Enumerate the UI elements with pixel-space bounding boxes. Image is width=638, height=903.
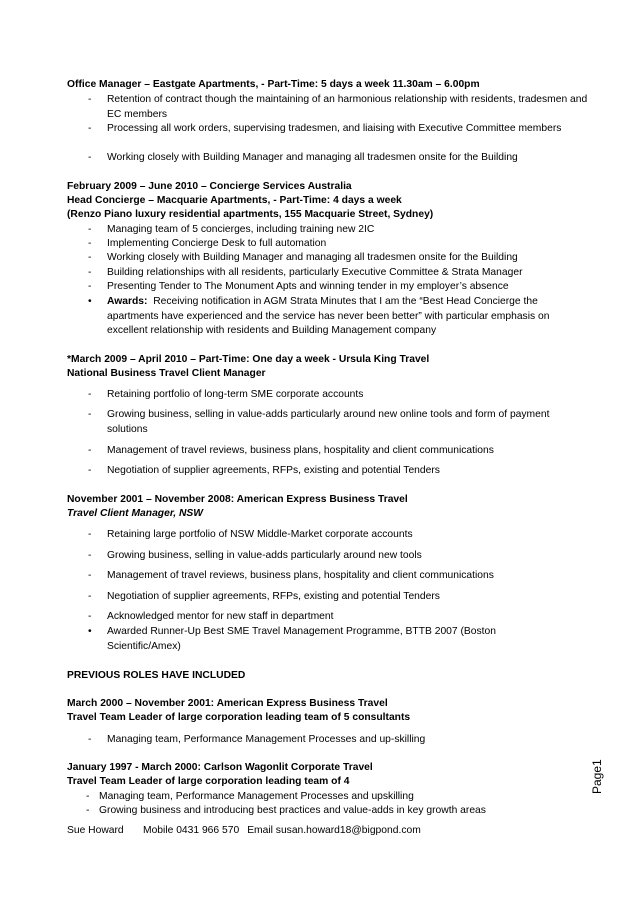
page-footer [67,824,421,838]
dash-marker: - [88,465,92,476]
job-title-heading: Head Concierge – Macquarie Apartments, - Part-Time: 4 days a week [67,195,402,206]
list-item [88,444,588,459]
list-item-text: Negotiation of supplier agreements, RFPs, existing and potential Tenders [107,591,440,602]
job-heading: Office Manager – Eastgate Apartments, - Part-Time: 5 days a week 11.30am – 6.00pm [67,79,480,90]
list-item-text: Growing business, selling in value-adds particularly around new tools [107,550,422,561]
bullet-marker: • [88,626,92,637]
dash-marker: - [88,445,92,456]
list-item [88,464,588,479]
list-item [88,266,588,281]
list-item-text: Working closely with Building Manager and managing all tradesmen onsite for the Building [107,152,518,163]
footer-mobile: Mobile 0431 966 570 [143,825,240,836]
list-item [88,151,588,166]
list-item-text: Managing team, Performance Management Processes and upskilling [99,791,414,802]
list-item-text: Management of travel reviews, business plans, hospitality and client communications [107,570,494,581]
job-heading: November 2001 – November 2008: American Express Business Travel [67,494,408,505]
list-item-text: Retention of contract though the maintaining of an harmonious relationship with residents, tradesmen and EC members [107,94,588,120]
list-item [86,804,586,819]
job-heading: *March 2009 – April 2010 – Part-Time: One day a week - Ursula King Travel [67,354,430,365]
dash-marker: - [88,281,92,292]
list-item-text: Implementing Concierge Desk to full automation [107,238,327,249]
list-item [88,590,588,605]
list-item [88,549,588,564]
dash-marker: - [88,734,92,745]
list-item-text: Growing business, selling in value-adds particularly around new online tools and form of payment solutions [107,409,550,435]
list-item [86,790,586,805]
list-item-text: Retaining large portfolio of NSW Middle-Market corporate accounts [107,529,413,540]
dash-marker: - [88,152,92,163]
list-item-text: Retaining portfolio of long-term SME corporate accounts [107,389,364,400]
job-title-heading: Travel Team Leader of large corporation leading team of 4 [67,776,350,787]
section-heading: PREVIOUS ROLES HAVE INCLUDED [67,670,246,681]
list-item [88,388,588,403]
footer-email: Email susan.howard18@bigpond.com [247,825,421,836]
list-item-text: Managing team of 5 concierges, including training new 2IC [107,224,375,235]
list-item-text: Growing business and introducing best practices and value-adds in key growth areas [99,805,486,816]
dash-marker: - [88,267,92,278]
dash-marker: - [88,550,92,561]
list-item [88,569,588,584]
page-number: Page1 [590,759,604,794]
list-item [88,528,588,543]
job-title-heading: Travel Team Leader of large corporation leading team of 5 consultants [67,712,411,723]
list-item-text: Building relationships with all residents, particularly Executive Committee & Strata Manager [107,267,523,278]
list-item-text: Receiving notification in AGM Strata Minutes that I am the “Best Head Concierge the apartments have experienced and the service has never been better” with particular emphasis on excellent relationship with residents and Building Management company [107,296,550,336]
list-item [88,251,588,266]
dash-marker: - [88,123,92,134]
list-item-text: Awarded Runner-Up Best SME Travel Management Programme, BTTB 2007 (Boston Scientific/Amex) [107,626,496,652]
dash-marker: - [88,591,92,602]
dash-marker: - [88,409,92,420]
list-item [88,93,588,122]
dash-marker: - [86,791,90,802]
list-item-text: Acknowledged mentor for new staff in department [107,611,334,622]
list-item [88,408,578,437]
list-item [88,223,588,238]
dash-marker: - [88,94,92,105]
list-item [88,733,588,748]
list-item-text: Management of travel reviews, business plans, hospitality and client communications [107,445,494,456]
list-item-text: Managing team, Performance Management Processes and up-skilling [107,734,426,745]
dash-marker: - [88,224,92,235]
list-item-text: Working closely with Building Manager and managing all tradesmen onsite for the Building [107,252,518,263]
job-heading: March 2000 – November 2001: American Express Business Travel [67,698,388,709]
list-item [88,610,588,625]
list-item [88,280,588,295]
dash-marker: - [88,238,92,249]
list-item-awards [88,295,578,339]
dash-marker: - [88,389,92,400]
list-item [88,237,588,252]
dash-marker: - [88,611,92,622]
job-title-heading: Travel Client Manager, NSW [67,508,203,519]
footer-name: Sue Howard [67,825,124,836]
list-item-text: Processing all work orders, supervising tradesmen, and liaising with Executive Committee members [107,123,562,134]
bullet-marker: • [88,296,92,307]
dash-marker: - [88,529,92,540]
job-dates-heading: February 2009 – June 2010 – Concierge Services Australia [67,181,352,192]
dash-marker: - [88,570,92,581]
awards-label: Awards: [107,296,148,307]
list-item [88,625,528,654]
job-location-heading: (Renzo Piano luxury residential apartments, 155 Macquarie Street, Sydney) [67,209,434,220]
list-item-text: Negotiation of supplier agreements, RFPs, existing and potential Tenders [107,465,440,476]
dash-marker: - [88,252,92,263]
list-item [88,122,588,137]
dash-marker: - [86,805,90,816]
list-item-text: Presenting Tender to The Monument Apts and winning tender in my employer’s absence [107,281,509,292]
job-heading: January 1997 - March 2000: Carlson Wagonlit Corporate Travel [67,762,373,773]
job-title-heading: National Business Travel Client Manager [67,368,266,379]
